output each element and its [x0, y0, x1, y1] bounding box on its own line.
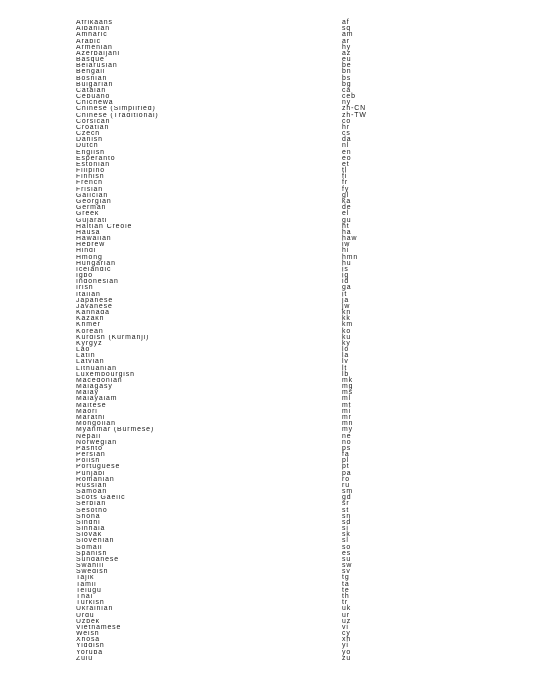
language-code: my [342, 426, 353, 434]
language-name: Danish [76, 137, 103, 144]
language-code: lb [342, 370, 350, 378]
language-name: Hungarian [76, 260, 116, 267]
language-code: en [342, 148, 352, 156]
language-name: Irish [76, 285, 94, 292]
language-name: Czech [76, 131, 101, 138]
language-name: Azerbaijani [76, 50, 120, 57]
language-name: Kurdish (Kurmanji) [76, 334, 150, 341]
language-name: Croatian [76, 124, 110, 131]
language-name: Basque [76, 57, 105, 64]
language-name: Georgian [76, 198, 112, 205]
language-code: pt [342, 463, 350, 471]
language-name: Amharic [76, 32, 108, 39]
language-name: Yiddish [76, 643, 105, 650]
language-code: ru [342, 481, 350, 489]
language-name: Estonian [76, 161, 111, 168]
language-name: Somali [76, 544, 103, 551]
language-name: Sinhala [76, 526, 106, 533]
language-name: Javanese [76, 303, 113, 310]
language-code: az [342, 49, 352, 57]
language-code: gl [342, 191, 350, 199]
language-code: fy [342, 185, 350, 193]
language-code: si [342, 525, 349, 533]
language-name: Chinese (Traditional) [76, 112, 159, 119]
language-code: ja [342, 296, 350, 304]
language-code: zh-CN [342, 105, 367, 113]
language-code: pl [342, 457, 350, 465]
language-name: Tamil [76, 581, 97, 588]
language-code: km [342, 321, 353, 329]
language-name: Xhosa [76, 637, 101, 644]
language-code: la [342, 352, 350, 360]
language-name: Japanese [76, 297, 114, 304]
language-code: vi [342, 623, 349, 631]
language-code: mt [342, 401, 352, 409]
language-code: ku [342, 333, 352, 341]
language-code: ky [342, 339, 351, 347]
language-name: Yoruba [76, 649, 103, 656]
language-code: bn [342, 68, 352, 76]
language-name: Dutch [76, 143, 99, 150]
language-code: lo [342, 346, 350, 354]
language-code: sr [342, 500, 350, 508]
language-name: Turkish [76, 600, 105, 607]
language-name: Malay [76, 390, 99, 397]
language-code: ha [342, 228, 352, 236]
language-name: Esperanto [76, 155, 116, 162]
language-name: Belarusian [76, 63, 118, 70]
language-code: mg [342, 383, 354, 391]
language-name: Icelandic [76, 266, 112, 273]
language-code: sd [342, 518, 352, 526]
language-name: Mongolian [76, 421, 116, 428]
language-code: ml [342, 395, 352, 403]
language-code: nl [342, 142, 350, 150]
language-code: ne [342, 432, 352, 440]
language-name: Hawaiian [76, 236, 112, 243]
language-name: Maltese [76, 402, 107, 409]
language-code: hy [342, 43, 352, 51]
language-code: ka [342, 197, 352, 205]
language-code: zu [342, 654, 352, 662]
language-code: ur [342, 611, 350, 619]
language-name: Lithuanian [76, 365, 117, 372]
language-name: Samoan [76, 489, 108, 496]
language-code: fr [342, 179, 349, 187]
language-code: ig [342, 272, 350, 280]
language-name: Afrikaans [76, 20, 113, 26]
language-name: Persian [76, 452, 106, 459]
language-code: ny [342, 99, 352, 107]
language-name: Uzbek [76, 618, 101, 625]
language-name: Kazakh [76, 316, 105, 323]
language-name: Urdu [76, 612, 95, 619]
language-name: Myanmar (Burmese) [76, 427, 155, 434]
language-name: Cebuano [76, 94, 111, 101]
language-name: Russian [76, 482, 108, 489]
language-name: English [76, 149, 105, 156]
language-code: tl [342, 167, 348, 175]
language-code: te [342, 586, 350, 594]
language-code: sv [342, 568, 351, 576]
language-name: Macedonian [76, 377, 123, 384]
language-name: Latvian [76, 359, 105, 366]
language-name: Frisian [76, 186, 103, 193]
language-name: Filipino [76, 168, 106, 175]
language-code: sk [342, 531, 351, 539]
language-code: id [342, 278, 350, 286]
language-code: uz [342, 617, 352, 625]
language-code: ga [342, 284, 352, 292]
language-name: Romanian [76, 476, 115, 483]
language-code: tg [342, 574, 350, 582]
language-name: Tajik [76, 575, 95, 582]
language-name: Kyrgyz [76, 340, 103, 347]
language-name: Swahili [76, 563, 105, 570]
language-code: cs [342, 130, 351, 138]
language-code: ps [342, 444, 352, 452]
language-code: pa [342, 469, 352, 477]
language-code: uk [342, 605, 352, 613]
language-name: Maori [76, 408, 98, 415]
language-name: Albanian [76, 26, 111, 33]
language-code: eo [342, 154, 352, 162]
language-name: Corsican [76, 118, 111, 125]
language-code: lv [342, 358, 349, 366]
language-code: kn [342, 309, 352, 317]
language-code: mn [342, 420, 354, 428]
language-name: Haitian Creole [76, 223, 133, 230]
language-name: Bosnian [76, 75, 108, 82]
language-name: Khmer [76, 322, 101, 329]
language-code: mk [342, 376, 353, 384]
language-name: Indonesian [76, 279, 119, 286]
language-name: Sundanese [76, 556, 119, 563]
language-name: Arabic [76, 38, 101, 45]
language-name: Galician [76, 192, 109, 199]
language-code: fi [342, 173, 348, 181]
language-name: Malagasy [76, 384, 113, 391]
language-name: Pashto [76, 445, 103, 452]
language-code: be [342, 62, 352, 70]
language-name: Thai [76, 593, 94, 600]
language-code: sq [342, 25, 352, 33]
language-code: ta [342, 580, 350, 588]
language-name: Norwegian [76, 439, 118, 446]
language-code: sw [342, 562, 353, 570]
language-code: co [342, 117, 352, 125]
language-name: Punjabi [76, 470, 106, 477]
language-code: haw [342, 235, 358, 243]
language-code: hu [342, 259, 352, 267]
language-name: Italian [76, 291, 101, 298]
language-code: it [342, 290, 348, 298]
language-code: ca [342, 86, 352, 94]
language-name: German [76, 205, 107, 212]
language-name: Ukrainian [76, 606, 114, 613]
language-name: French [76, 180, 103, 187]
language-code: kk [342, 315, 351, 323]
language-code: eu [342, 56, 352, 64]
language-name: Bengali [76, 69, 106, 76]
language-code: es [342, 549, 352, 557]
language-code: sl [342, 537, 349, 545]
language-code: bg [342, 80, 352, 88]
language-code: iw [342, 241, 351, 249]
language-name: Slovenian [76, 538, 115, 545]
language-name: Spanish [76, 550, 108, 557]
language-name: Chinese (Simplified) [76, 106, 156, 113]
language-name: Gujarati [76, 217, 108, 224]
language-name: Catalan [76, 87, 107, 94]
language-code: su [342, 555, 352, 563]
language-name: Shona [76, 513, 101, 520]
language-name: Latin [76, 353, 96, 360]
language-code: am [342, 31, 354, 39]
language-code: bs [342, 74, 352, 82]
language-code: ceb [342, 93, 356, 101]
language-code: mr [342, 414, 352, 421]
language-code: ms [342, 389, 353, 397]
language-code: el [342, 210, 350, 218]
language-code: st [342, 506, 350, 514]
language-code: de [342, 204, 352, 212]
language-name: Nepali [76, 433, 101, 440]
language-name: Chichewa [76, 100, 114, 107]
language-name: Sesotho [76, 507, 108, 514]
language-code: lt [342, 364, 348, 372]
language-code: et [342, 160, 350, 168]
language-name: Vietnamese [76, 624, 122, 631]
language-name: Bulgarian [76, 81, 114, 88]
language-name: Kannada [76, 310, 110, 317]
language-name: Armenian [76, 44, 113, 51]
language-name: Finnish [76, 174, 105, 181]
language-code: ko [342, 327, 352, 335]
language-code: so [342, 543, 352, 551]
language-code: da [342, 136, 352, 144]
language-code: ht [342, 222, 350, 230]
language-name: Portuguese [76, 464, 121, 471]
language-code: hi [342, 247, 350, 255]
language-code: is [342, 265, 349, 273]
language-code: no [342, 438, 352, 446]
language-code: gd [342, 494, 352, 502]
language-code: jw [342, 302, 351, 310]
language-name: Korean [76, 328, 104, 335]
language-code: hmn [342, 253, 359, 261]
language-name: Serbian [76, 501, 107, 508]
language-name: Zulu [76, 655, 94, 662]
language-code: gu [342, 216, 352, 224]
language-code: fa [342, 451, 350, 459]
language-code: tr [342, 599, 349, 607]
language-name: Hmong [76, 254, 103, 261]
language-name: Sindhi [76, 519, 101, 526]
language-row [76, 656, 396, 662]
language-name: Telugu [76, 587, 102, 594]
language-name: Slovak [76, 532, 103, 539]
language-code: sm [342, 488, 353, 496]
language-name: Swedish [76, 569, 109, 576]
language-code: af [342, 19, 350, 26]
language-name: Scots Gaelic [76, 495, 126, 502]
language-code: xh [342, 636, 352, 644]
language-name: Lao [76, 347, 91, 354]
language-name: Welsh [76, 631, 100, 638]
language-code: hr [342, 123, 350, 131]
language-name: Marathi [76, 415, 106, 421]
language-code-table [76, 20, 396, 662]
language-name: Luxembourgish [76, 371, 135, 378]
language-code: zh-TW [342, 111, 367, 119]
language-code: th [342, 592, 350, 600]
language-code: yo [342, 648, 352, 656]
language-code: cy [342, 630, 351, 638]
language-name: Polish [76, 458, 101, 465]
language-code: sn [342, 512, 352, 520]
language-code: ro [342, 475, 350, 483]
language-code: mi [342, 407, 352, 415]
language-name: Hausa [76, 229, 101, 236]
language-code: yi [342, 642, 349, 650]
language-name: Hindi [76, 248, 97, 255]
language-name: Igbo [76, 273, 94, 280]
language-name: Malayalam [76, 396, 118, 403]
language-name: Hebrew [76, 242, 106, 249]
language-name: Greek [76, 211, 100, 218]
language-code: ar [342, 37, 350, 45]
